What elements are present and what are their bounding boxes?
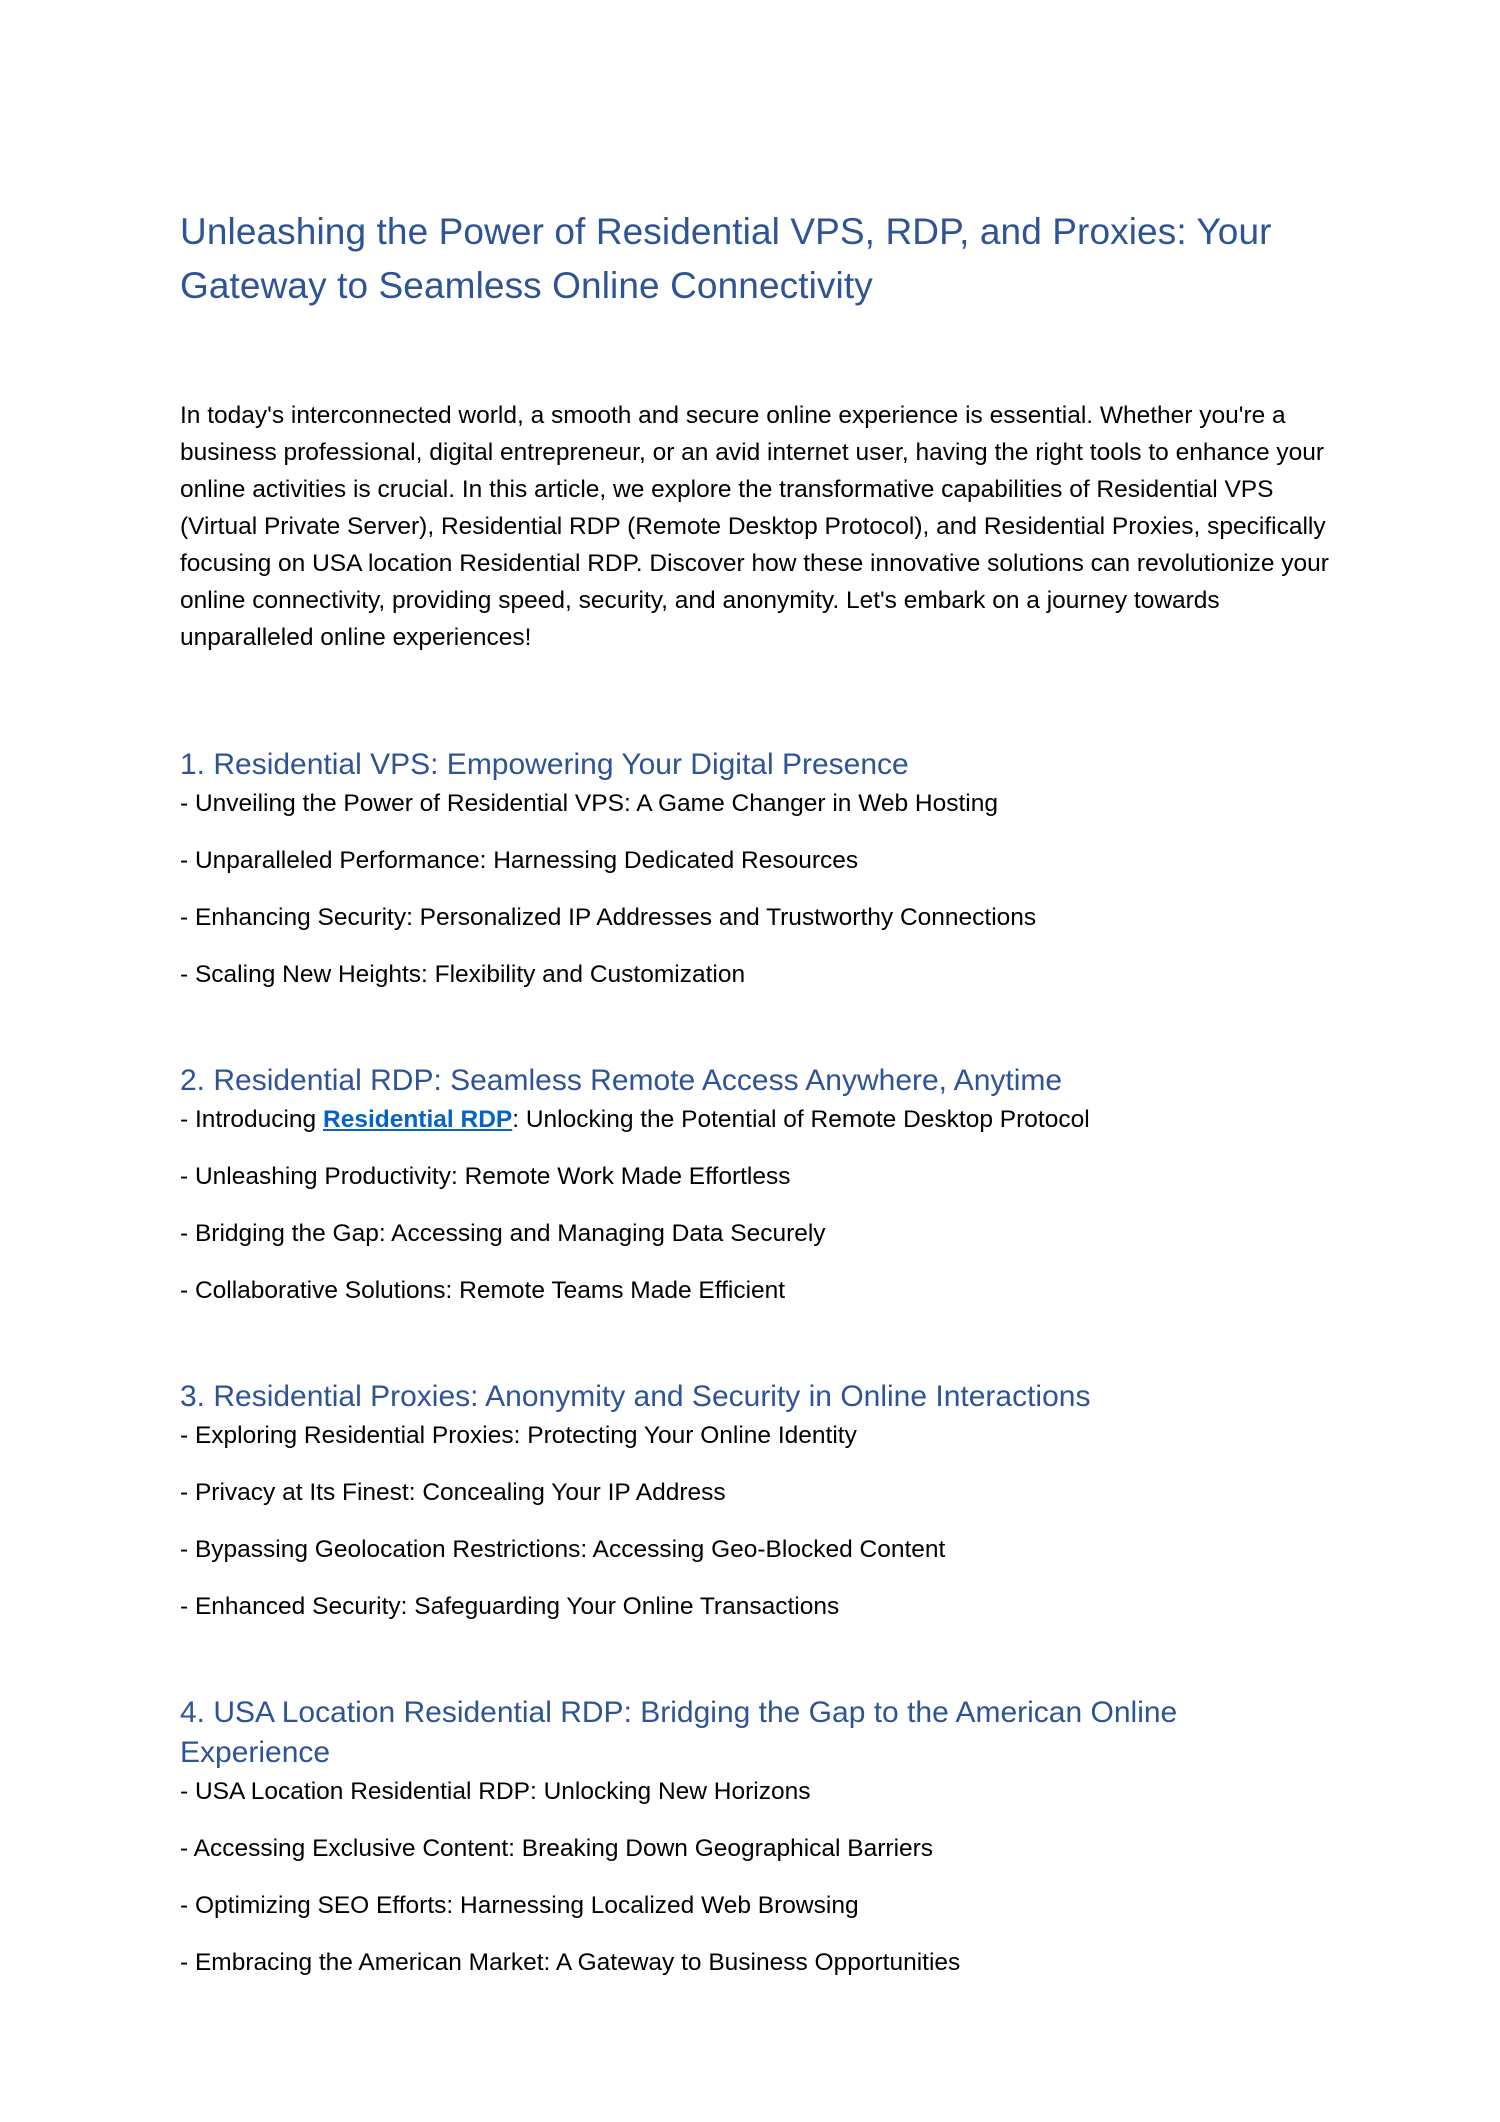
bullet-list: [180, 785, 1330, 993]
section-heading: 1. Residential VPS: Empowering Your Digital Presence: [180, 748, 909, 781]
section-usa-location-rdp: [180, 1693, 1330, 1981]
section-heading: 4. USA Location Residential RDP: Bridging the Gap to the American Online Experience: [180, 1696, 1178, 1769]
section-residential-proxies: [180, 1377, 1330, 1625]
list-item: - Scaling New Heights: Flexibility and Customization: [180, 961, 746, 988]
list-item: - Enhancing Security: Personalized IP Addresses and Trustworthy Connections: [180, 904, 1037, 931]
list-item: - Accessing Exclusive Content: Breaking Down Geographical Barriers: [180, 1835, 934, 1862]
residential-rdp-link[interactable]: Residential RDP: [323, 1106, 513, 1133]
list-item: - Optimizing SEO Efforts: Harnessing Localized Web Browsing: [180, 1892, 859, 1919]
section-residential-rdp: [180, 1061, 1330, 1309]
bullet-list: [180, 1101, 1330, 1309]
list-item: [180, 1101, 1330, 1138]
document-title: Unleashing the Power of Residential VPS, RDP, and Proxies: Your Gateway to Seamless Online Connectivity: [180, 211, 1272, 306]
list-item: - Unveiling the Power of Residential VPS: A Game Changer in Web Hosting: [180, 790, 998, 817]
list-item-prefix: - Introducing: [180, 1106, 323, 1133]
list-item: - Enhanced Security: Safeguarding Your Online Transactions: [180, 1593, 840, 1620]
document-page: [180, 205, 1330, 2049]
list-item-suffix: : Unlocking the Potential of Remote Desktop Protocol: [512, 1106, 1090, 1133]
section-residential-vps: [180, 745, 1330, 993]
bullet-list: [180, 1773, 1330, 1981]
section-heading: 3. Residential Proxies: Anonymity and Security in Online Interactions: [180, 1380, 1091, 1413]
list-item: - Unleashing Productivity: Remote Work Made Effortless: [180, 1163, 791, 1190]
list-item: - Exploring Residential Proxies: Protecting Your Online Identity: [180, 1422, 857, 1449]
intro-paragraph: In today's interconnected world, a smooth and secure online experience is essential. Whether you're a business professional, digital entrepreneur, or an avid internet user, having the right tools to enhance your online activities is crucial. In this article, we explore the transformative capabilities of Residential VPS (Virtual Private Server), Residential RDP (Remote Desktop Protocol), and Residential Proxies, specifically focusing on USA location Residential RDP. Discover how these innovative solutions can revolutionize your online connectivity, providing speed, security, and anonymity. Let's embark on a journey towards unparalleled online experiences!: [180, 402, 1329, 651]
list-item: - USA Location Residential RDP: Unlocking New Horizons: [180, 1778, 811, 1805]
list-item: - Bypassing Geolocation Restrictions: Accessing Geo-Blocked Content: [180, 1536, 946, 1563]
section-heading: 2. Residential RDP: Seamless Remote Access Anywhere, Anytime: [180, 1064, 1063, 1097]
list-item: - Collaborative Solutions: Remote Teams Made Efficient: [180, 1277, 786, 1304]
list-item: - Unparalleled Performance: Harnessing Dedicated Resources: [180, 847, 859, 874]
list-item: - Bridging the Gap: Accessing and Managing Data Securely: [180, 1220, 826, 1247]
bullet-list: [180, 1417, 1330, 1625]
list-item: - Privacy at Its Finest: Concealing Your IP Address: [180, 1479, 726, 1506]
list-item: - Embracing the American Market: A Gateway to Business Opportunities: [180, 1949, 961, 1976]
